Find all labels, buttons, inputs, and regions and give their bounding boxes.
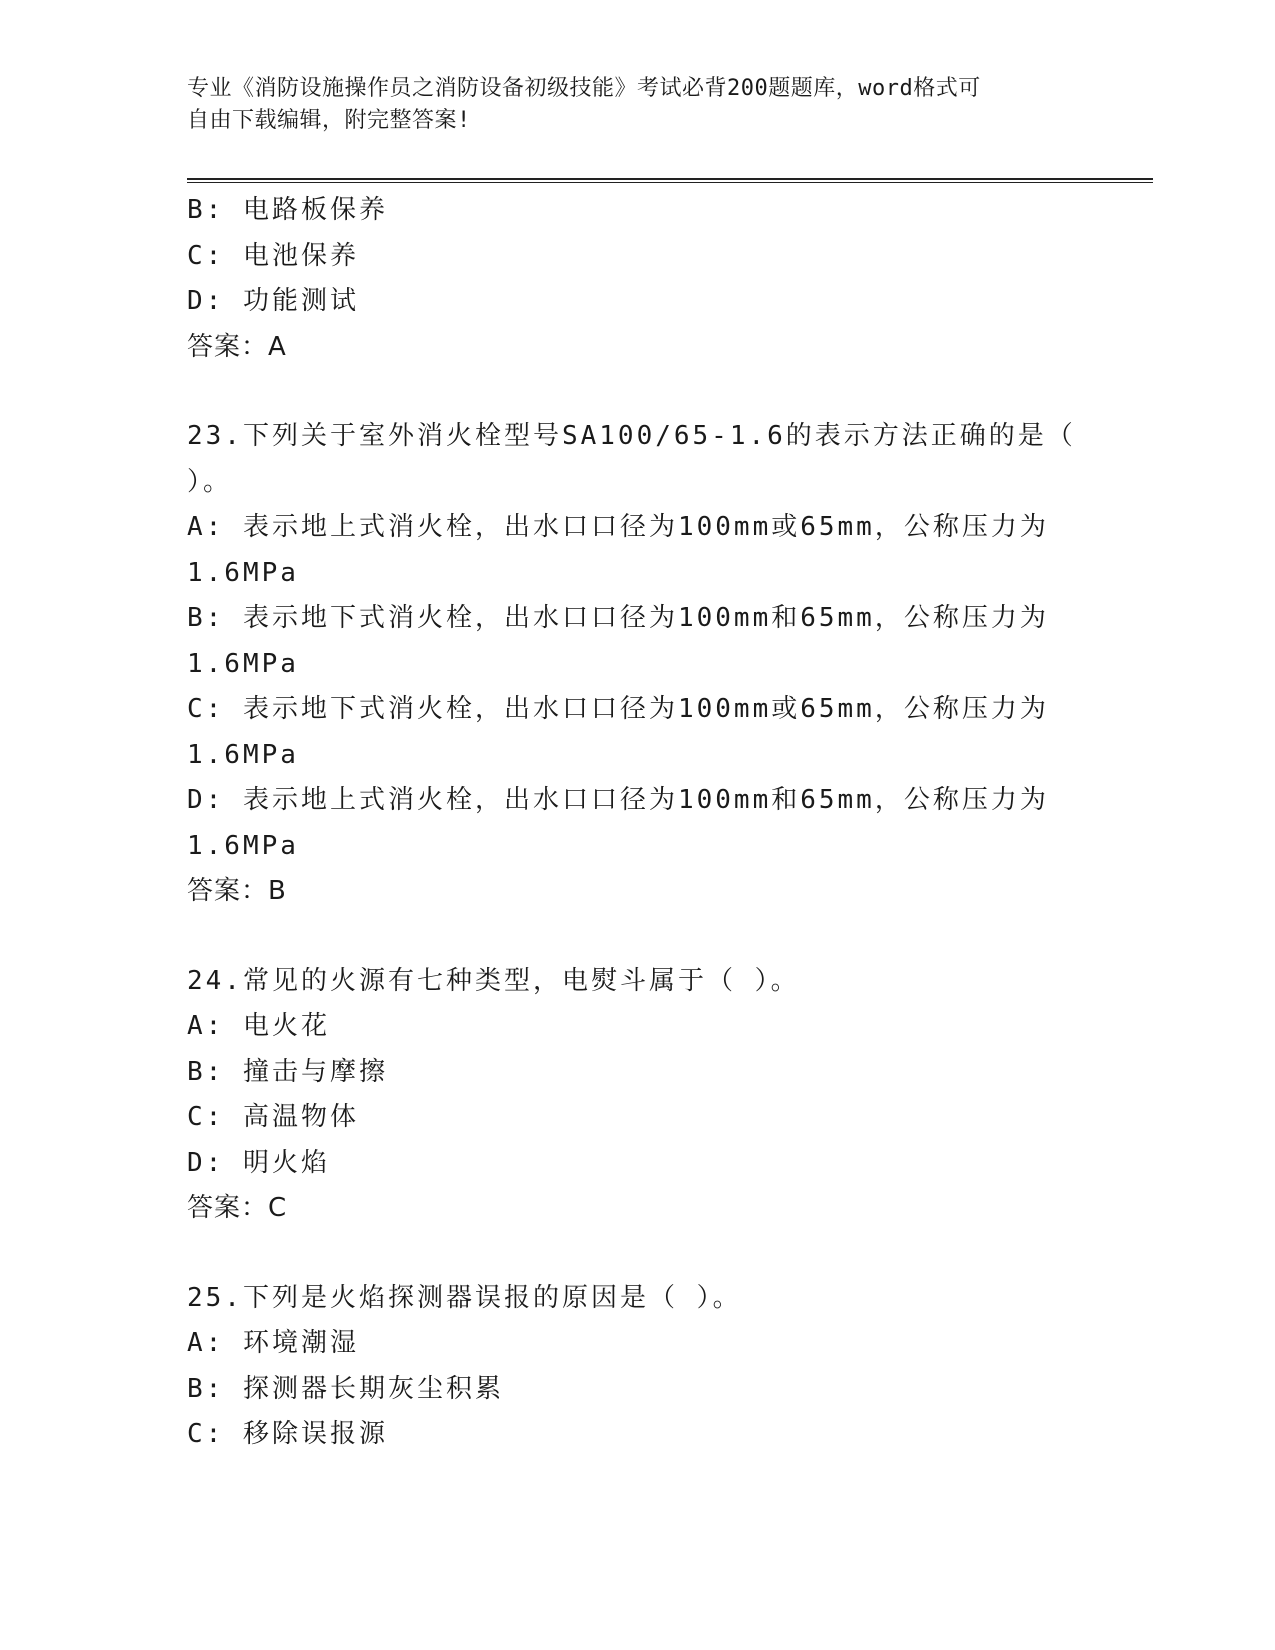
option-b: B: 探测器长期灰尘积累 — [187, 1373, 504, 1404]
option-d: D: 明火焰 — [187, 1147, 330, 1178]
option-a-continued: 1.6MPa — [187, 557, 299, 588]
question-stem: 24.常见的火源有七种类型，电熨斗属于（ ）。 — [187, 965, 800, 996]
spacer — [187, 915, 1087, 959]
option-d: D: 功能测试 — [187, 286, 359, 316]
option-c: C: 高温物体 — [187, 1102, 359, 1132]
question-stem: 25.下列是火焰探测器误报的原因是（ ）。 — [187, 1282, 742, 1313]
option-a: A: 电火花 — [187, 1011, 330, 1041]
question-stem-continued: ）。 — [187, 466, 233, 497]
spacer — [187, 1232, 1087, 1276]
question-25 — [187, 1276, 1087, 1458]
page-header — [187, 73, 1067, 137]
option-b-continued: 1.6MPa — [187, 648, 299, 679]
answer-line: 答案：C — [187, 1193, 288, 1223]
header-title-line-2: 自由下载编辑，附完整答案! — [187, 108, 471, 133]
option-b: B: 表示地下式消火栓，出水口口径为100mm和65mm，公称压力为 — [187, 603, 1049, 633]
question-23 — [187, 414, 1087, 915]
answer-line: 答案：A — [187, 331, 287, 362]
option-b: B: 撞击与摩擦 — [187, 1056, 388, 1087]
option-d-continued: 1.6MPa — [187, 830, 299, 861]
header-divider — [187, 178, 1153, 183]
option-c-continued: 1.6MPa — [187, 739, 299, 770]
question-stem: 23.下列关于室外消火栓型号SA100/65-1.6的表示方法正确的是（ — [187, 421, 1076, 451]
spacer — [187, 370, 1087, 414]
header-title-line-1: 专业《消防设施操作员之消防设备初级技能》考试必背200题题库，word格式可 — [187, 76, 981, 101]
option-a: A: 表示地上式消火栓，出水口口径为100mm或65mm，公称压力为 — [187, 512, 1049, 542]
option-a: A: 环境潮湿 — [187, 1328, 359, 1358]
option-c: C: 移除误报源 — [187, 1419, 388, 1449]
option-c: C: 电池保养 — [187, 240, 359, 271]
option-b: B: 电路板保养 — [187, 195, 388, 225]
question-list — [187, 188, 1087, 1458]
question-22 — [187, 188, 1087, 370]
option-c: C: 表示地下式消火栓，出水口口径为100mm或65mm，公称压力为 — [187, 694, 1049, 724]
option-d: D: 表示地上式消火栓，出水口口径为100mm和65mm，公称压力为 — [187, 785, 1049, 815]
question-24 — [187, 959, 1087, 1232]
answer-line: 答案：B — [187, 876, 287, 906]
